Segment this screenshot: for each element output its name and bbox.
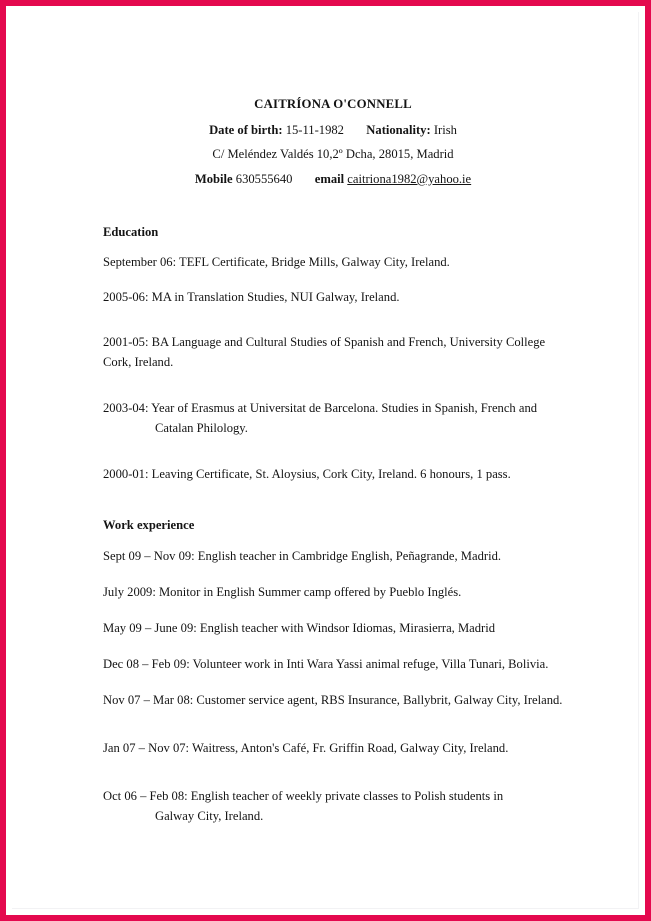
education-section-title: Education (103, 224, 159, 239)
work-entry-continuation: Galway City, Ireland. (155, 809, 264, 824)
work-entry (103, 654, 563, 674)
education-entry-text: 2005-06: MA in Translation Studies, NUI Galway, Ireland. (103, 289, 400, 304)
education-entry-text: September 06: TEFL Certificate, Bridge Mills, Galway City, Ireland. (103, 255, 450, 270)
work-entry-text: Jan 07 – Nov 07: Waitress, Anton's Café, Fr. Griffin Road, Galway City, Ireland. (103, 741, 509, 756)
mobile-value: 630555640 (235, 171, 293, 186)
work-entry (103, 582, 563, 602)
work-experience-section-title: Work experience (103, 517, 195, 532)
mobile-label: Mobile (194, 171, 233, 186)
candidate-name: CAITRÍONA O'CONNELL (254, 97, 412, 111)
nationality-label: Nationality: (366, 122, 431, 137)
work-entry-text: Dec 08 – Feb 09: Volunteer work in Inti Wara Yassi animal refuge, Villa Tunari, Bolivia. (103, 656, 549, 671)
work-entry (103, 618, 563, 638)
work-entry-text: Oct 06 – Feb 08: English teacher of weekly private classes to Polish students in (103, 789, 504, 804)
education-entry-continuation: Catalan Philology. (155, 421, 248, 436)
education-entry-text: 2003-04: Year of Erasmus at Universitat de Barcelona. Studies in Spanish, French and (103, 400, 538, 415)
cv-header (103, 98, 563, 186)
work-entry (103, 786, 563, 826)
work-entry (103, 738, 563, 758)
work-entry-text: Nov 07 – Mar 08: Customer service agent, RBS Insurance, Ballybrit, Galway City, Ireland. (103, 693, 563, 708)
work-entry-text: May 09 – June 09: English teacher with Windsor Idiomas, Mirasierra, Madrid (103, 620, 496, 635)
work-entry (103, 690, 563, 710)
nationality-value: Irish (433, 122, 457, 137)
education-entry (103, 398, 563, 439)
work-experience-section (103, 519, 563, 827)
cv-document (12, 12, 638, 908)
birth-nationality-line (103, 124, 563, 137)
email-link[interactable]: caitriona1982@yahoo.ie (347, 171, 472, 186)
work-entry-text: Sept 09 – Nov 09: English teacher in Cambridge English, Peñagrande, Madrid. (103, 548, 502, 563)
date-of-birth-value: 15-11-1982 (285, 122, 344, 137)
education-entry (103, 464, 563, 484)
education-entry (103, 252, 563, 272)
address-line: C/ Meléndez Valdés 10,2º Dcha, 28015, Madrid (212, 147, 454, 162)
email-label: email (314, 171, 345, 186)
work-entry (103, 546, 563, 566)
education-entry (103, 332, 563, 373)
education-entry-text: 2001-05: BA Language and Cultural Studies of Spanish and French, University College Cork, Ireland. (103, 334, 546, 370)
date-of-birth-label: Date of birth: (209, 122, 283, 137)
education-entry (103, 287, 563, 307)
education-section (103, 226, 563, 484)
work-entry-text: July 2009: Monitor in English Summer camp offered by Pueblo Inglés. (103, 584, 462, 599)
document-paper (12, 12, 639, 909)
education-entry-text: 2000-01: Leaving Certificate, St. Aloysius, Cork City, Ireland. 6 honours, 1 pass. (103, 466, 511, 481)
contact-line (103, 173, 563, 186)
